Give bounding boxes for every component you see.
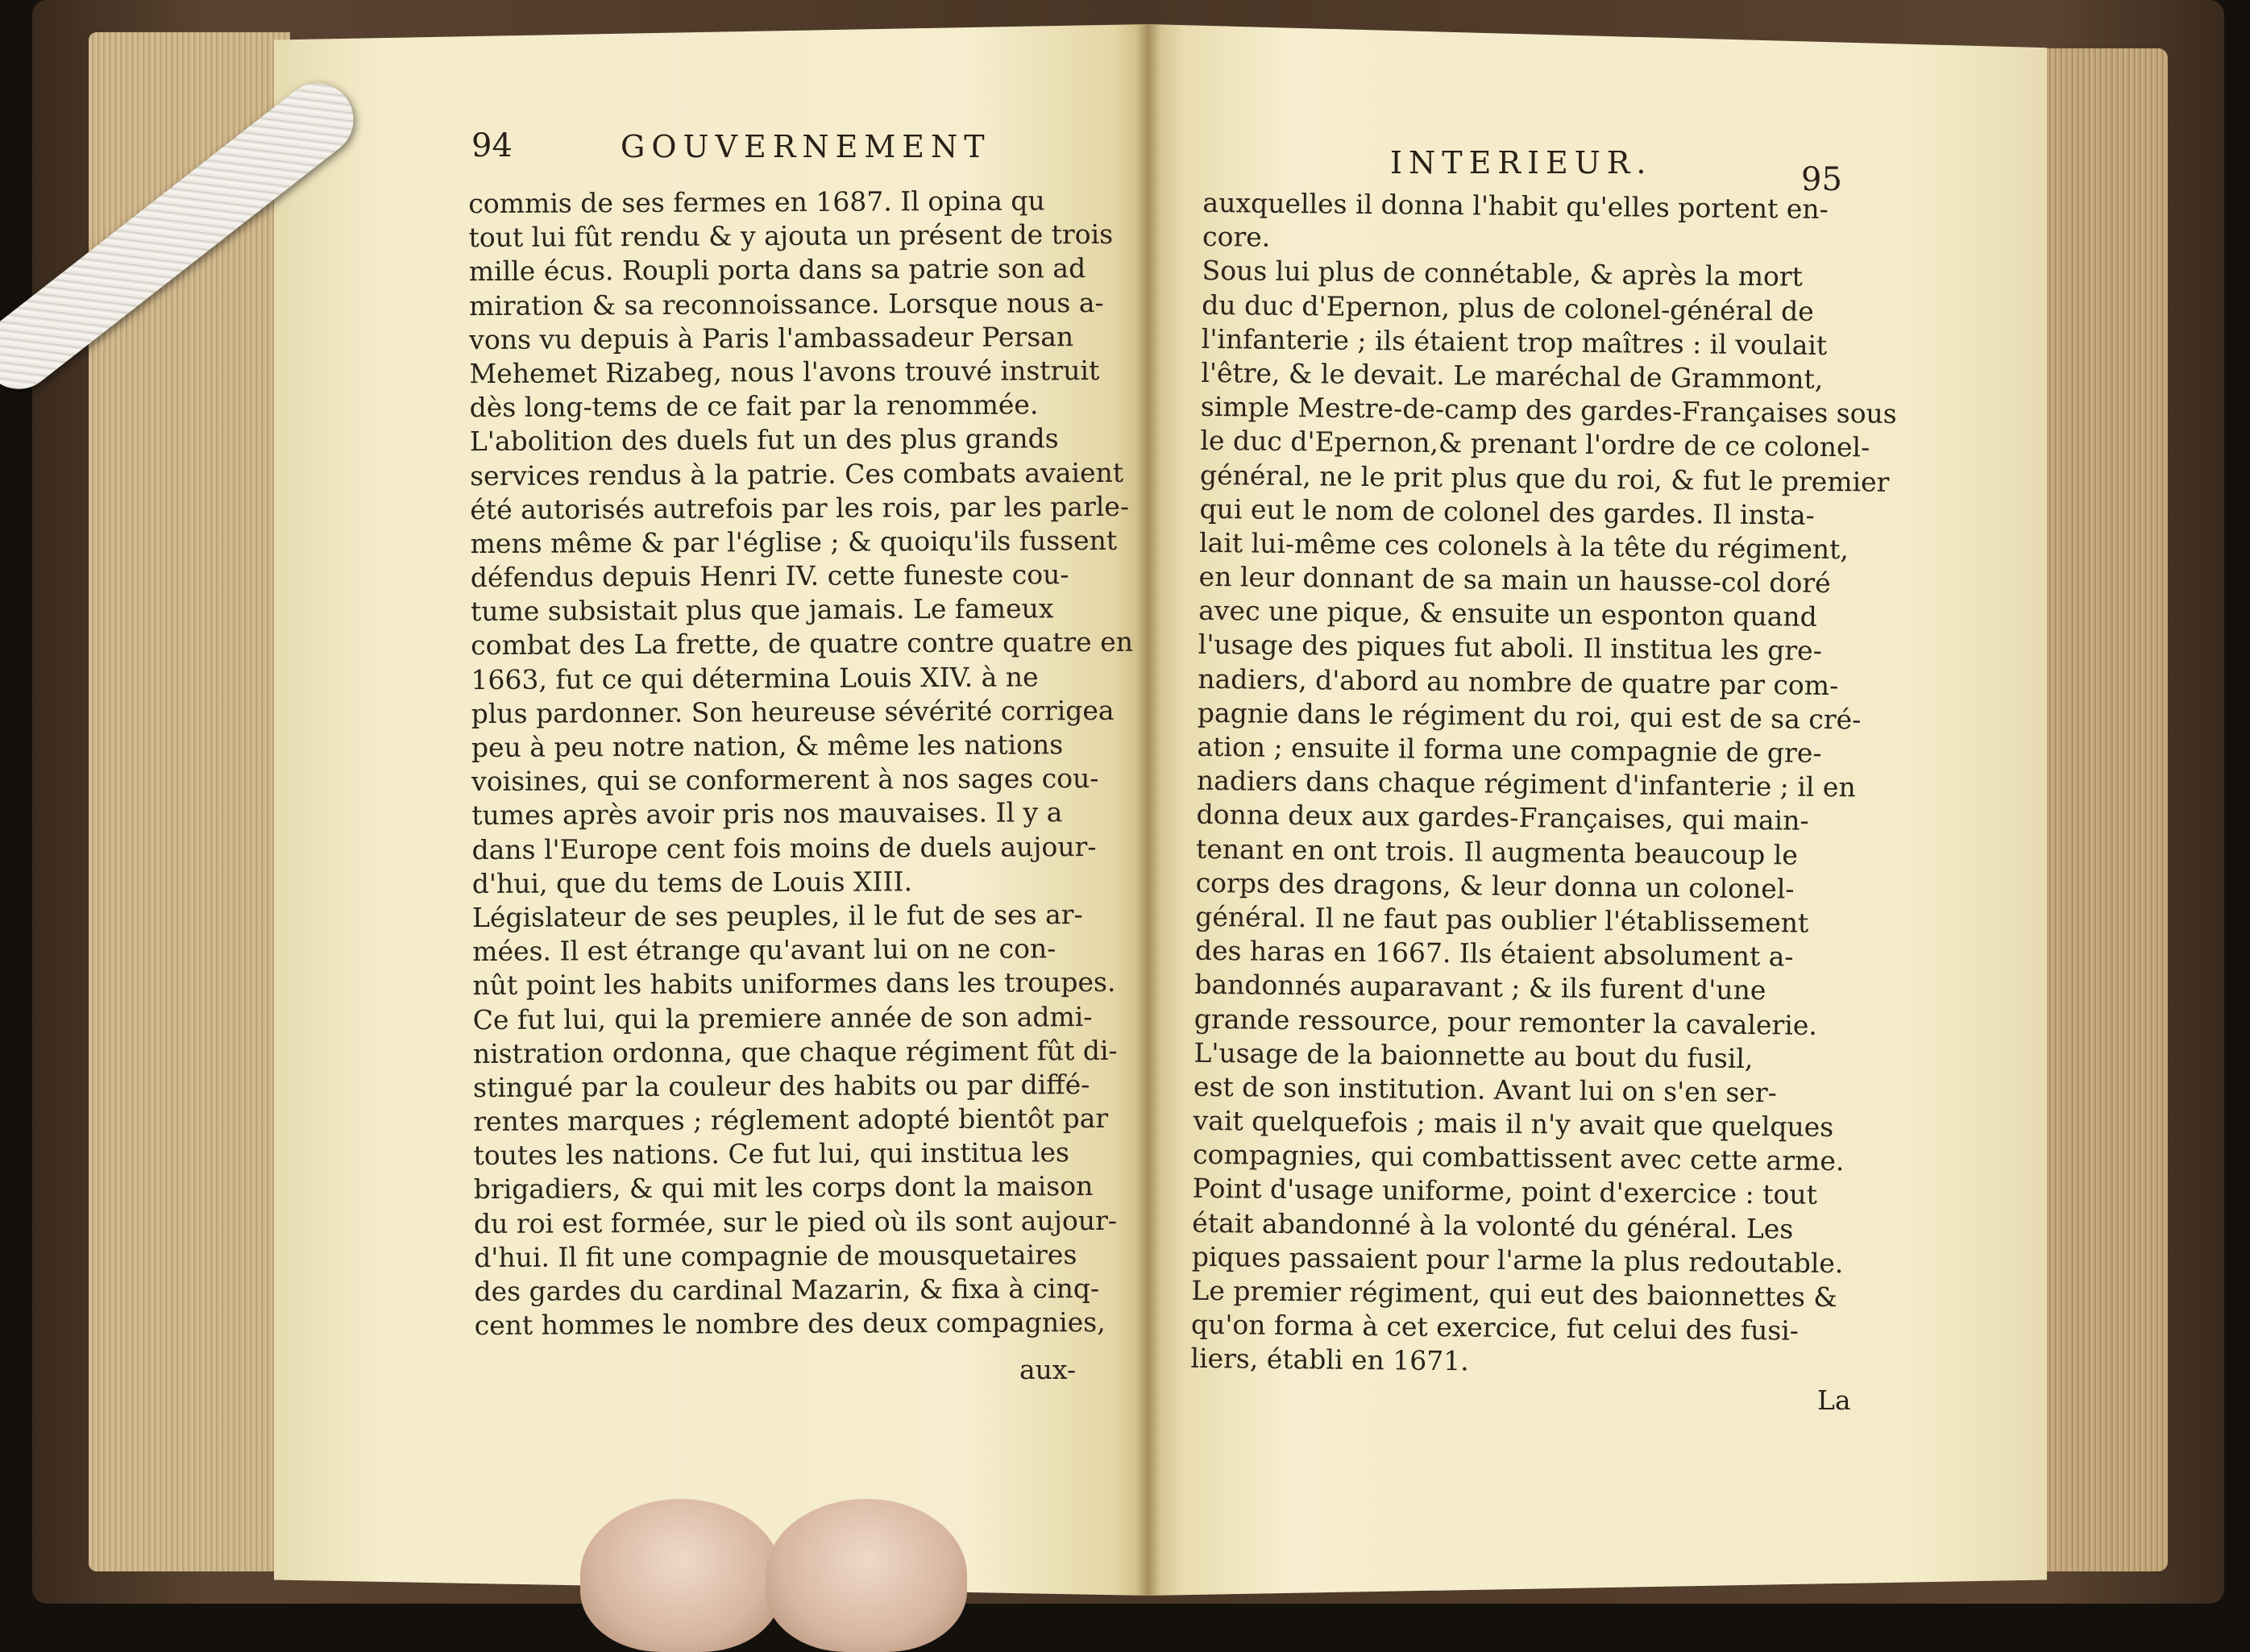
text-line: 1663, fut ce qui détermina Louis XIV. à ne: [471, 661, 1039, 695]
text-line: Ce fut lui, qui la premiere année de son admi-: [472, 1000, 1093, 1036]
text-line: du roi est formée, sur le pied où ils sont aujour-: [473, 1204, 1118, 1239]
text-line: grande ressource, pour remonter la cavalerie.: [1193, 1002, 1818, 1041]
text-line: d'hui, que du tems de Louis XIII.: [471, 865, 913, 899]
text-line: core.: [1202, 221, 1271, 253]
text-line: l'infanterie ; ils étaient trop maîtres : il voulait: [1201, 322, 1828, 361]
thumb-left: [580, 1499, 782, 1652]
left-page-text: [468, 184, 1134, 1343]
text-line: toutes les nations. Ce fut lui, qui institua les: [473, 1136, 1070, 1172]
text-line: qu'on forma à cet exercice, fut celui des fusi-: [1190, 1308, 1800, 1347]
text-line: compagnies, qui combattissent avec cette arme.: [1192, 1139, 1845, 1177]
text-line: l'usage des piques fut aboli. Il institua les gre-: [1198, 629, 1823, 667]
page-edges-right: [2031, 48, 2168, 1571]
text-line: en leur donnant de sa main un hausse-col doré: [1198, 560, 1831, 600]
text-line: tout lui fût rendu & y ajouta un présent de trois: [468, 218, 1114, 254]
text-line: d'hui. Il fit une compagnie de mousquetaires: [474, 1238, 1077, 1273]
page-number-right: 95: [1801, 161, 1842, 198]
text-line: Point d'usage uniforme, point d'exercice : tout: [1192, 1173, 1818, 1211]
text-line: mille écus. Roupli porta dans sa patrie son ad: [468, 252, 1086, 288]
text-line: services rendus à la patrie. Ces combats avaient: [470, 456, 1124, 492]
running-head-right: INTERIEUR.: [1390, 145, 1653, 181]
text-line: Le premier régiment, qui eut des baionnettes &: [1191, 1274, 1838, 1314]
text-line: lait lui-même ces colonels à la tête du régiment,: [1198, 526, 1849, 566]
catchword-left: aux-: [1019, 1354, 1077, 1385]
text-line: simple Mestre-de-camp des gardes-Françaises sous: [1200, 390, 1897, 430]
text-line: ation ; ensuite il forma une compagnie de gre-: [1197, 730, 1822, 769]
text-line: Législateur de ses peuples, il le fut de ses ar-: [471, 899, 1083, 934]
text-line: pagnie dans le régiment du roi, qui est de sa cré-: [1197, 696, 1862, 736]
text-line: été autorisés autrefois par les rois, par les parle-: [470, 490, 1130, 525]
text-line: qui eut le nom de colonel des gardes. Il insta-: [1199, 492, 1816, 531]
text-line: miration & sa reconnoissance. Lorsque nous a-: [468, 286, 1104, 322]
text-line: des haras en 1667. Ils étaient absolument a-: [1194, 934, 1794, 973]
thumb-right: [766, 1499, 967, 1652]
text-line: combat des La frette, de quatre contre quatre en: [471, 626, 1134, 662]
text-line: mens même & par l'église ; & quoiqu'ils fussent: [470, 524, 1118, 559]
text-line: dans l'Europe cent fois moins de duels aujour-: [471, 830, 1097, 865]
text-line: vons vu depuis à Paris l'ambassadeur Persan: [469, 320, 1074, 355]
text-line: cent hommes le nombre des deux compagnies,: [474, 1306, 1106, 1342]
right-page-text: [1190, 186, 1897, 1383]
book-gutter: [1136, 24, 1160, 1596]
text-line: tume subsistait plus que jamais. Le fameux: [470, 592, 1054, 628]
text-line: rentes marques ; réglement adopté bientôt par: [473, 1102, 1109, 1138]
text-line: piques passaient pour l'arme la plus redoutable.: [1191, 1240, 1844, 1280]
text-line: voisines, qui se conformerent à nos sages cou-: [471, 762, 1099, 798]
text-line: avec une pique, & ensuite un esponton quand: [1198, 595, 1817, 633]
text-line: brigadiers, & qui mit les corps dont la maison: [473, 1170, 1094, 1206]
text-line: vait quelquefois ; mais il n'y avait que quelques: [1193, 1104, 1834, 1144]
text-line: Sous lui plus de connétable, & après la mort: [1202, 255, 1804, 293]
text-line: Mehemet Rizabeg, nous l'avons trouvé instruit: [469, 354, 1100, 390]
text-line: L'usage de la baionnette au bout du fusil,: [1193, 1036, 1754, 1074]
text-line: des gardes du cardinal Mazarin, & fixa à cinq-: [474, 1272, 1100, 1308]
text-line: donna deux aux gardes-Françaises, qui main-: [1196, 799, 1809, 837]
text-line: le duc d'Epernon,& prenant l'ordre de ce colonel-: [1200, 425, 1870, 463]
text-line: nadiers dans chaque régiment d'infanterie ; il en: [1196, 764, 1856, 803]
text-line: du duc d'Epernon, plus de colonel-général de: [1202, 288, 1815, 327]
text-line: nût point les habits uniformes dans les troupes.: [472, 966, 1116, 1002]
page-number-left: 94: [471, 127, 513, 164]
text-line: liers, établi en 1671.: [1190, 1343, 1469, 1377]
text-line: dès long-tems de ce fait par la renommée.: [469, 388, 1039, 424]
text-line: tumes après avoir pris nos mauvaises. Il y a: [471, 796, 1063, 832]
text-line: est de son institution. Avant lui on s'en ser-: [1193, 1070, 1778, 1109]
text-line: plus pardonner. Son heureuse sévérité corrigea: [471, 694, 1115, 729]
text-line: nadiers, d'abord au nombre de quatre par com-: [1198, 662, 1839, 701]
text-line: l'être, & le devait. Le maréchal de Grammont,: [1201, 356, 1824, 395]
running-head-left: GOUVERNEMENT: [621, 129, 991, 164]
text-line: L'abolition des duels fut un des plus grands: [469, 422, 1059, 458]
text-line: était abandonné à la volonté du général. Les: [1192, 1206, 1794, 1245]
text-line: général. Il ne faut pas oublier l'établissement: [1195, 900, 1809, 939]
text-line: nistration ordonna, que chaque régiment fût di-: [472, 1034, 1118, 1069]
text-line: commis de ses fermes en 1687. Il opina qu: [468, 185, 1045, 220]
text-line: bandonnés auparavant ; & ils furent d'une: [1194, 969, 1766, 1007]
catchword-right: La: [1817, 1384, 1851, 1416]
text-line: auxquelles il donna l'habit qu'elles portent en-: [1202, 186, 1829, 225]
text-line: tenant en ont trois. Il augmenta beaucoup le: [1195, 832, 1799, 871]
text-line: défendus depuis Henri IV. cette funeste cou-: [470, 558, 1069, 594]
text-line: corps des dragons, & leur donna un colonel-: [1195, 866, 1795, 905]
text-line: général, ne le prit plus que du roi, & fut le premier: [1199, 459, 1890, 498]
text-line: stingué par la couleur des habits ou par diffé-: [472, 1068, 1090, 1103]
text-line: mées. Il est étrange qu'avant lui on ne con-: [472, 932, 1057, 968]
text-line: peu à peu notre nation, & même les nations: [471, 728, 1064, 764]
